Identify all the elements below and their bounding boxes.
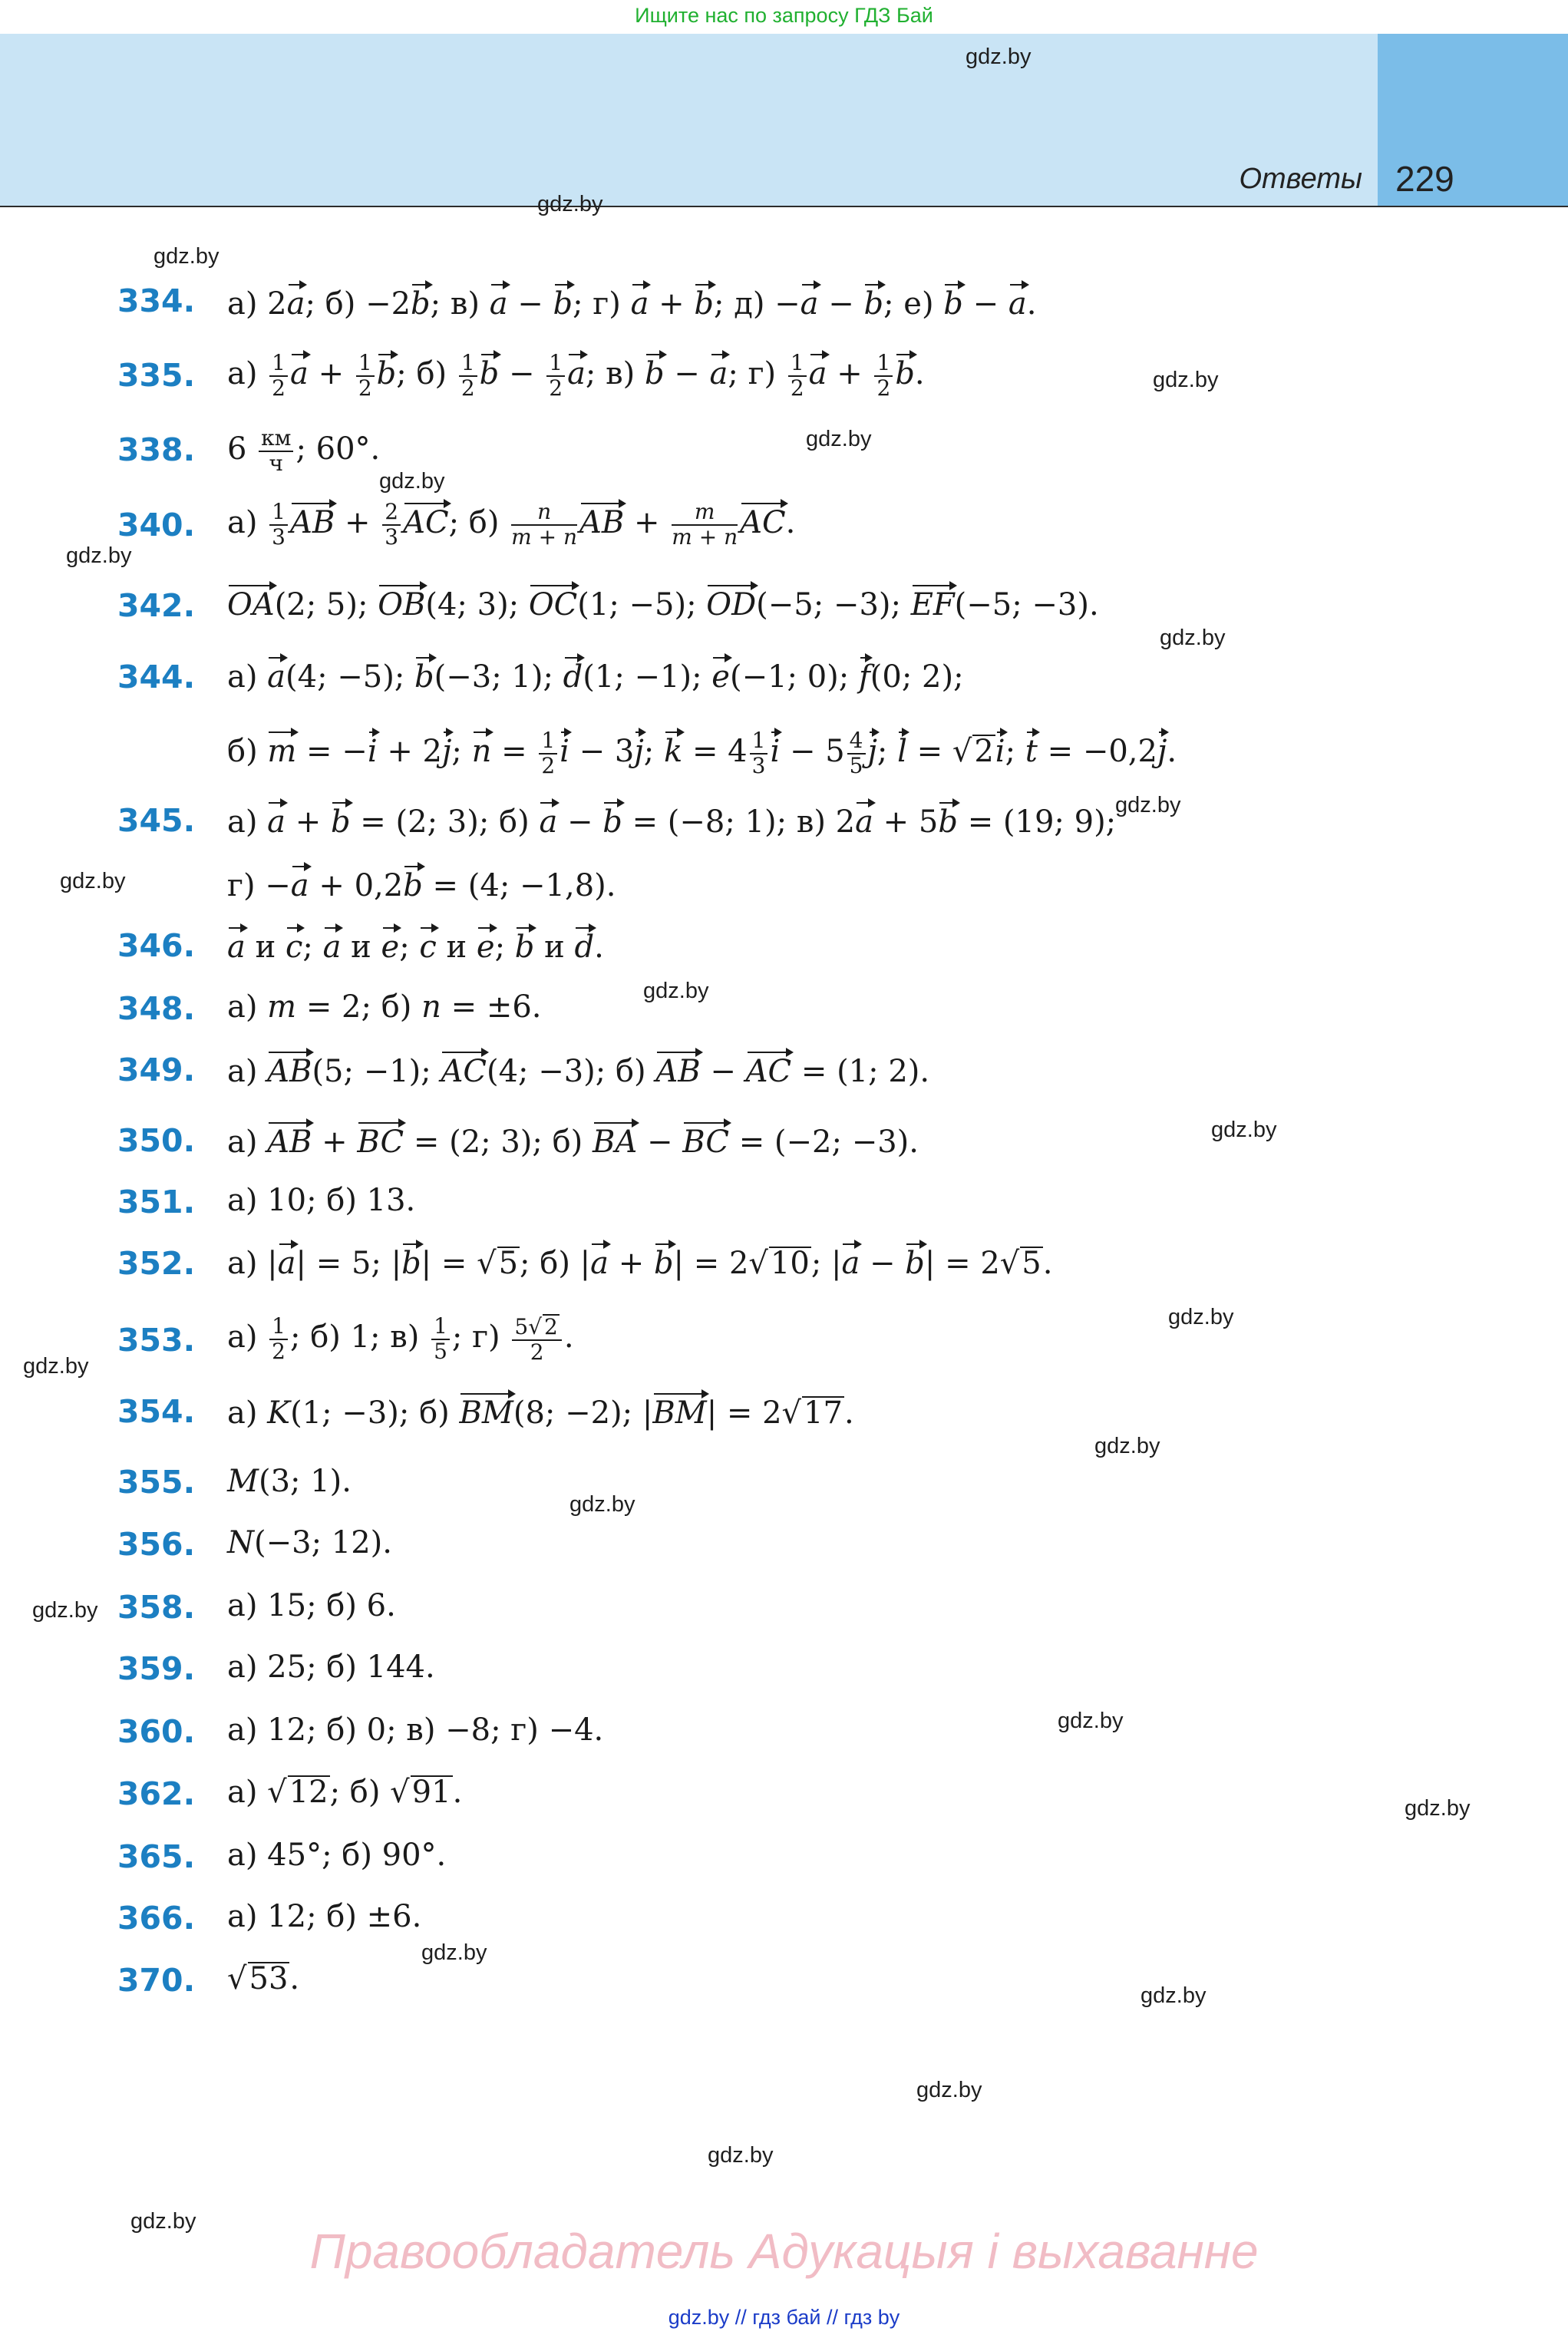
answer-number: 344. [117,659,196,695]
watermark: gdz.by [32,1598,98,1623]
watermark: gdz.by [1141,1983,1207,2008]
answer-text: M(3; 1). [227,1464,352,1499]
watermark: gdz.by [421,1940,487,1965]
watermark: gdz.by [966,45,1032,69]
answer-number: 338. [117,431,196,468]
watermark: gdz.by [1405,1796,1471,1821]
answer-text: a и c; a и e; c и e; b и d. [227,927,604,963]
answer-number: 358. [117,1589,196,1626]
answer-text: а) 25; б) 144. [227,1649,435,1685]
answer-text: а) √12; б) √91. [227,1775,463,1810]
watermark: gdz.by [60,869,126,893]
watermark: gdz.by [1094,1434,1160,1458]
answer-text: √53. [227,1961,300,1996]
watermark: gdz.by [1115,793,1181,817]
answer-number: 345. [117,802,196,839]
answer-number: 353. [117,1322,196,1359]
answer-text: а) AB + BC = (2; 3); б) BA − BC = (−2; −3). [227,1122,919,1157]
top-banner-link[interactable]: Ищите нас по запросу ГДЗ Бай [635,4,933,27]
answer-number: 352. [117,1245,196,1282]
watermark: gdz.by [537,192,603,216]
answer-text: а) $\frac{1}{2}$ ; б) 1; в) $\frac{1}{5}$ ; г) $\frac{5√ 2}{2}$ . [227,1313,574,1365]
answer-number: 359. [117,1650,196,1687]
watermark: gdz.by [569,1492,635,1517]
answer-text: OA(2; 5); OB(4; 3); OC(1; −5); OD(−5; −3); EF(−5; −3). [227,585,1099,620]
answer-text: а) 15; б) 6. [227,1588,396,1623]
answer-number: 342. [117,587,196,624]
header-divider [0,206,1568,207]
watermark: gdz.by [1160,626,1226,650]
watermark: gdz.by [1153,368,1219,392]
answer-text: а) $\frac{1}{3}$ AB + $\frac{2}{3}$ AC; б) $\frac{n}{m + n}$ AB + $\frac{m}{m + n}$ AC. [227,499,796,550]
watermark: gdz.by [379,469,445,494]
watermark: gdz.by [23,1354,89,1379]
answer-number: 370. [117,1962,196,1999]
answer-text: а) 45°; б) 90°. [227,1838,447,1873]
answer-number: 349. [117,1052,196,1088]
answer-number: 354. [117,1393,196,1430]
answer-text: а) m = 2; б) n = ±6. [227,989,542,1025]
answer-text: 6 км ч ; 60°. [227,425,381,476]
watermark: gdz.by [130,2209,196,2234]
answer-text: а) 12; б) 0; в) −8; г) −4. [227,1712,604,1748]
watermark: gdz.by [1211,1118,1277,1142]
answer-number: 362. [117,1775,196,1812]
answer-text: а) |a| = 5; |b| = √5; б) |a + b| = 2√10; |a − b| = 2√5. [227,1243,1052,1279]
answer-text: N(−3; 12). [227,1525,392,1560]
answer-text: а) 10; б) 13. [227,1183,416,1218]
watermark: gdz.by [806,427,872,451]
answer-number: 351. [117,1184,196,1220]
answer-number: 356. [117,1526,196,1563]
answer-text: а) 12; б) ±6. [227,1899,422,1934]
copyright-notice: Правообладатель Адукацыя і выхаванне [309,2224,1259,2279]
answer-number: 350. [117,1122,196,1159]
watermark: gdz.by [1058,1709,1124,1733]
answer-text: а) $\frac{1}{2}$ a + $\frac{1}{2}$ b; б) $\frac{1}{2}$ b − $\frac{1}{2}$ a; в) b − a; г) $\frac{1}{2}$ a + $\frac{1}{2}$ b. [227,350,925,401]
answer-number: 360. [117,1713,196,1750]
answer-number: 355. [117,1464,196,1501]
answer-text: а) AB(5; −1); AC(4; −3); б) AB − AC = (1; 2). [227,1052,929,1087]
watermark: gdz.by [66,543,132,568]
header-band [0,34,1378,206]
watermark: gdz.by [708,2143,774,2168]
answer-text-continued: б) m = −i + 2j; n = $\frac{1}{2}$ i − 3j; k = 4 $\frac{1}{3}$ i − 5 $\frac{4}{5}$ j; l = √2i; t = −0,2j. [227,728,1177,778]
watermark: gdz.by [153,244,220,269]
watermark: gdz.by [1168,1305,1234,1329]
watermark: gdz.by [916,2078,982,2102]
answer-number: 365. [117,1838,196,1875]
answer-text-continued: г) −a + 0,2b = (4; −1,8). [227,866,616,901]
answer-number: 346. [117,927,196,964]
answer-text: а) a + b = (2; 3); б) a − b = (−8; 1); в) 2a + 5b = (19; 9); [227,802,1116,837]
answer-text: а) a(4; −5); b(−3; 1); d(1; −1); e(−1; 0); f(0; 2); [227,657,964,692]
answer-text: а) 2a; б) −2b; в) a − b; г) a + b; д) −a − b; е) b − a. [227,284,1036,319]
answer-text: а) K(1; −3); б) BM(8; −2); |BM| = 2√17. [227,1393,854,1428]
footer-links[interactable]: gdz.by // гдз бай // гдз by [668,2306,900,2329]
answer-number: 366. [117,1900,196,1937]
answer-number: 348. [117,990,196,1027]
answer-number: 335. [117,357,196,394]
watermark: gdz.by [643,979,709,1003]
page-number: 229 [1395,159,1454,199]
section-title: Ответы [1239,163,1362,195]
answer-number: 340. [117,507,196,543]
answer-number: 334. [117,282,196,319]
